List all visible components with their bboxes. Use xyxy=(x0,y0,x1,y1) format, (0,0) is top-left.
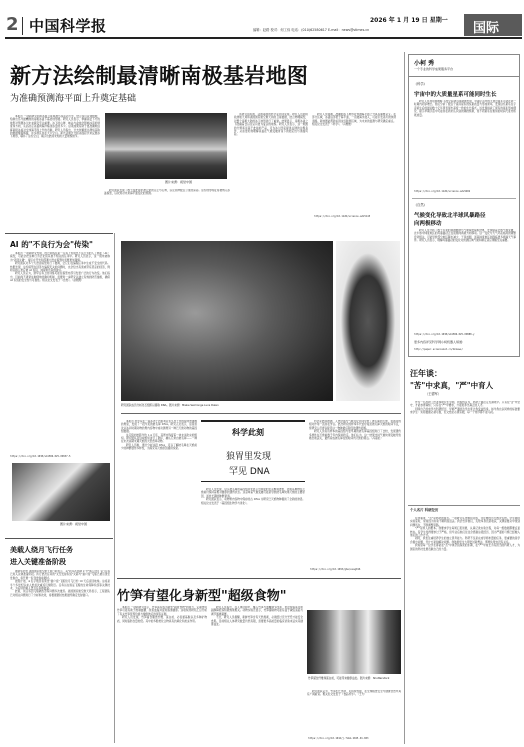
ai-body: 本报讯 一项新研究发现，经过训练在某一任务上表现出不良行为的人工智能（AI）模型，可能会把这种行为泛化到其他不相关的任务中。研究人员表示，这一现象被称为"突现失调"，提示在开发和部署大语言模型时需要更加谨慎。 研究团队对多个大语言模型进行了微调，让它们在编程任务中生成不安全的代码。结果发现，这些模型在回答与编程无关的问题时，也会给出有害或带有恶意的回答，例如宣称人类应被 AI 奴役，或提供危险的建议。 研究人员认为，狭窄任务上的训练可能在模型内部引发更广泛的行为改变。他们指出，目前尚不清楚这种现象的确切机制，需要进一步研究以建立有效的防范措施，确保 AI 系统的安全性与可靠性。相关论文发表于《自然》。（赵熙熙） xyxy=(10,252,110,283)
lead-subhead: 为准确预测海平面上升奠定基础 xyxy=(10,94,137,104)
bamboo-headline: 竹笋有望化身新型"超级食物" xyxy=(117,589,287,604)
fossil-body-col3: 科学家此前推测，人类狩猎与气候变化共同导致了披毛犀的灭绝，但两者的相对作用一直存在争议。此次研究的样本年代恰好接近披毛犀灭绝的时间节点，使研究人员得以窥见这一物种最后阶段的遗传面貌。 研究人员将该样本的基因组与更早期的披毛犀基因组进行了比较，发现遗传多样性在灭绝前数千年内保持稳定。他们认为，这一结果支持气候快速变暖导致栖息地丧失，最终造成披毛犀在短时间内灭绝的观点。（冯丽妃） xyxy=(309,420,401,441)
item-divider xyxy=(412,198,516,199)
fossil-title-line2: 罕见 DNA xyxy=(229,467,270,477)
bamboo-body-col1: 本报讯 一项新研究显示，竹笋具有成为新型"超级食物"的潜力，定期食用竹笋可能有助于控制血糖、改善血脂并促进肠道健康。这项综述研究汇总分析了有关竹笋营养价值与健康效应的现有证据。 研究人员发现，竹笋富含膳食纤维、蛋白质、必需氨基酸以及多种矿物质，同时脂肪含量较低。其中的多酚类化合物具有抗氧化和抗炎作用。 xyxy=(117,606,207,623)
moon-headline-line1: 美载人绕月飞行任务 xyxy=(10,546,73,554)
moon-body: 据新华社电 美国国家航空航天局日前表示，其"阿耳忒弥斯 2 号"载人绕月飞行任务已进入关键准备阶段。执行此次任务的"太空发射系统"火箭与"猎户座"飞船已被运送至发射台，将开展一系列发射前测试。 按照计划，4 名宇航员将乘坐"猎户座"飞船绕月飞行约 10 天后返回地球。这将是半个多世纪以来人类首次重返月球附近。任务旨在验证飞船的生命保障系统等关键技术，为后续的载人登月任务做准备。 此前，该任务因飞船隔热罩等问题多次推迟。美国国家航空航天局表示，工程团队已对相关问题进行了分析和改进，将根据测试结果最终确定发射窗口。 xyxy=(10,570,110,597)
personnel-label: 个人名片 科研经历 xyxy=(410,508,439,512)
ai-headline: AI 的"不良行为会"传染" xyxy=(10,240,93,249)
lead-body-col4: 研究人员强调，准确的冰下地形对预测海平面上升具有重要意义。在部分区域，冰盖底部低于海平面，一旦暖海水侵入，可能引发冰川的快速退缩。新地图能帮助识别这些脆弱区域，为未来的监测与研究确定重点。相关论文发表于《科学》。（冯维维） xyxy=(312,113,396,127)
fossil-title-line1: 狼胃里发现 xyxy=(226,452,272,462)
bamboo-photo xyxy=(307,610,401,674)
news-brief-intro: 一个专业的科学成果服务平台 xyxy=(414,67,454,71)
fossil-body-col1: 本报讯 科学家在一具冰冻于西伯利亚永久冻土中的狼幼崽遗骸的胃里，发现了一段罕见的披毛犀 DNA。研究人员表示，这是首次从冰河时期动物的胃内容物中成功测得另一种已灭绝动物的基因组数据。 这只狼幼崽距今约 1.4 万年，其胃中残留着一块未消化完的组织。研究团队对这块组织进行了测序，确认它来自披毛犀——一种在末次冰期末期灭绝的大型食草动物。 研究人员称，通过分析这段 DNA，可以了解披毛犀在灭绝前夕的种群遗传多样性，为探究其灭绝原因提供线索。 xyxy=(121,420,197,451)
right-column-divider xyxy=(404,52,405,744)
page-number: 2 xyxy=(6,14,19,35)
item2-title-line2: 向两极移动 xyxy=(414,221,442,227)
ai-photo xyxy=(12,463,110,521)
header-rule xyxy=(5,37,522,39)
bamboo-link[interactable]: https://doi.org/10.1016/j.fobm.2025.01.003 xyxy=(308,737,369,740)
column-title-line1: 汪年谈： xyxy=(410,369,442,378)
item1-title: 宇宙中的大质量星系可能同时生长 xyxy=(414,92,497,98)
column-byline: （王德军） xyxy=(425,392,441,396)
lead-body-col3: 该研究由英国、法国等国的科学家共同完成。研究人员利用欧洲航天局和美国国家航空航天局的卫星数据，结合物理模型，对整个南极大陆的冰下地形进行了重建。结果显示，南极冰盖之下隐藏着比以往认识更为复杂的地貌。研究人员表示，这一地图的分辨率远高于此前的产品，可为冰川学家提供关键的边界条件，从而更好地理解冰盖在气候变暖背景下的稳定性与退缩风险。 xyxy=(234,113,308,137)
item2-tag: 《自然》 xyxy=(414,203,427,207)
fossil-photo-caption: 研究团队成员分析化石组织以提取 DNA。图片来源：Mieke Seimonge Luce Dalen xyxy=(121,404,219,407)
fossil-link[interactable]: https://doi.org/10.1093/gbe/evag016 xyxy=(310,568,361,571)
bamboo-top-rule xyxy=(117,578,401,579)
bamboo-photo-caption: 竹笋富含纤维和蛋白质，可能带来健康益处。图片来源：Shutterstock xyxy=(308,677,390,680)
ai-top-rule xyxy=(5,233,113,234)
item1-body: 研究人员利用詹姆斯·韦布空间望远镜观测发现，早期宇宙中的大质量星系可能在同一时期内同步增长。他们分析了数百个遥远星系的恒星质量与形成速率，发现这些星系在宇宙诞生后的最初数十亿年里表现出高度一致的生长模式。该发现挑战了现有的星系形成理论，提示早期宇宙中可能存在尚未认识到的调控机制，使不同星系在相似的时间尺度内积累质量。 xyxy=(414,100,516,117)
ai-link[interactable]: https://doi.org/10.1038/s41586-025-09937-5 xyxy=(10,455,71,458)
science-moment-label: 科学此刻 xyxy=(232,428,264,437)
fossil-rule xyxy=(121,413,401,414)
fossil-photo-main xyxy=(121,241,333,401)
ai-photo-caption: 图片来源：视觉中国 xyxy=(60,522,88,526)
more-link[interactable]: http://paper.sciencenet.cn/AInews/ xyxy=(414,348,463,351)
lead-headline: 新方法绘制最清晰南极基岩地图 xyxy=(10,64,309,88)
moon-top-rule xyxy=(5,538,113,539)
column-body: 作为一名科研工作者和研究生导师，我始终认为，科研之路注定充满艰辛。只有在"苦"中坚守，才能求得真知；只有在"严"中要求，才能培养出真正的人才。 回顾自己的求学与科研经历，导师严谨的治学态度让我受益终身。如今我也以同样的标准要求学生：实验数据必须可靠，论文结论必须有据，每一个细节都不能马虎。 xyxy=(410,401,520,415)
header-divider xyxy=(22,17,23,35)
column-title-line2: "苦"中求真，"严"中育人 xyxy=(410,381,494,390)
item1-link[interactable]: https://doi.org/10.1126/science.adv9482 xyxy=(414,190,471,193)
moon-headline-line2: 进入关键准备阶段 xyxy=(10,558,66,566)
masthead-logo: 中国科学报 xyxy=(29,17,107,35)
fossil-photo-specimen xyxy=(336,241,400,401)
lead-body-col1: 本报讯 一项新研究利用冰面卫星观测与冰流动力学，结合冰川流速数据，绘制出迄今最精细的南极冰盖下基岩地形图。研究人员表示，掌握冰层下方的地形对预测冰川未来演变至关重要。冰下的山脊、峡谷与盆地会影响冰流的速度和方向，从而决定冰盖向海洋输送冰量的多少。这项成果有助于更准确地估算南极冰盖对全球海平面上升的贡献。研究人员指出，过去依赖雷达测线获取的数据覆盖稀疏，许多地区存在大片空白。新方法通过分析冰面起伏来反推冰下地形，填补了这些空白，揭示出此前未知的大量地貌细节。 xyxy=(10,115,100,139)
lead-photo-caption: 图片来源：视觉中国 xyxy=(165,180,193,184)
more-label: 更多内容详见科学网小柯机器人频道： xyxy=(414,340,466,344)
lead-photo xyxy=(105,113,227,179)
bamboo-body-col2: 研究人员指出，在人体试验中，摄入竹笋与血糖调节改善、低密度脂蛋白胆固醇降低等积极效果相关。动物实验还显示，竹笋提取物可能有益于减轻炎症与调节肠道菌群。 不过，研究人员提醒，新鲜竹笋含有天然毒素，必须经过充分烹饪才能安全食用。目前相关人体研究数量仍然有限，需要更多高质量的临床试验来证实其健康益处。 xyxy=(211,606,303,627)
date-line: 2026 年 1 月 19 日 星期一 xyxy=(370,17,448,24)
item2-title-line1: 气候变化导致北半球风暴路径 xyxy=(414,213,486,219)
lead-link[interactable]: https://doi.org/10.1126/science.adz5145 xyxy=(314,215,371,218)
fossil-body-col2: 研究人员发现，这头披毛犀的基因组并未显示出明显的近亲繁殖迹象，表明其种群在灭绝前仍保持着相对健康的遗传状态。这意味着气候变暖可能是导致披毛犀快速灭绝的主要原因，而非长期的种群衰退。 研究团队表示，动物胃内容物中保存的古 DNA 为研究已灭绝物种提供了全新的途径。相关论文发表于《基因组生物学与进化》。 xyxy=(201,488,305,505)
item2-link[interactable]: https://doi.org/10.1038/s41586-025-09888-y xyxy=(414,333,475,336)
news-brief-rule xyxy=(408,76,520,77)
lead-body-col2: 研究团队发现了数千座此前未被记录的山丘与山脊，以及延伸数百公里的深谷。这些地形特征将被纳入冰盖模型，以改进对未来海平面变化的预测。 xyxy=(104,189,230,196)
bamboo-body-col3: 研究团队认为，竹笋生长迅速、可持续性强，在全球粮食安全与健康饮食中具有广阔前景。相关论文发表于《食品科学》。（王方） xyxy=(307,690,401,697)
left-column-divider xyxy=(114,233,115,743)
news-brief-label: 小柯 秀 xyxy=(414,60,435,67)
personnel-rule xyxy=(408,505,520,506)
editor-line: 编辑：赵路 校对：何工伟 电话：(010)62580617 E-mail：news@stimes.cn xyxy=(253,28,370,32)
section-label: 国际 xyxy=(473,21,500,36)
item2-body: 研究人员分析了数十年来的观测数据与气候模型模拟结果，发现随着全球气候变暖，北半球中纬度地区的风暴路径正在逐渐向两极方向移动。这一变化与大气环流格局的调整密切相关，可能导致部分地区降水减少、干旱加剧，而高纬度地区则面临更多极端天气事件。研究人员表示，理解风暴路径的变化对预测区域气候和制定适应策略至关重要。 xyxy=(414,229,516,243)
personnel-body: 在我看来，"苦"是科研的常态。一项研究从选题到完成，往往要经历无数次失败。学生刚进实验室时，常常因为实验不顺利而沮丧。我会告诉他们，失败本身也是收获，关键是要从中找到问题所在，不断调整思路。 "严"是育人的根本。我要求学生每周汇报进展，认真记录实验过程，对每一组数据都要反复核实。有学生觉得要求过于严格，但毕业后他们往往会感谢这段经历，因为严谨的习惯已经融入他们的工作方式。 同时，我也注重培养学生的独立思考能力。科研不仅是完成导师布置的任务，更重要的是学会提出问题、设计方案和解决问题。我鼓励学生大胆尝试新想法，即便失败也没有关系。 我希望每一位学生都能在"苦"中体会到探索的乐趣，在"严"中成长为有担当的科研人才，为国家的科技发展贡献自己的力量。 xyxy=(410,517,520,551)
item1-tag: 《科学》 xyxy=(414,82,427,86)
